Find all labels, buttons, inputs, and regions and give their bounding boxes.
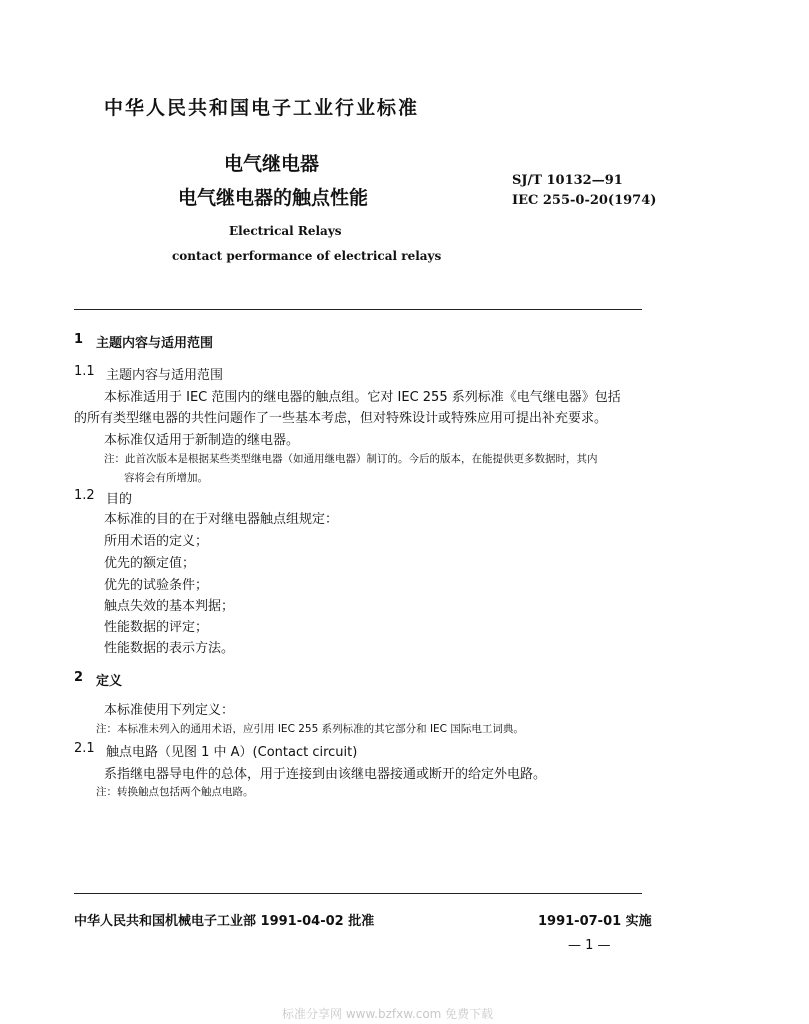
top-divider: [74, 309, 642, 310]
section-2-1-title: 触点电路（见图 1 中 A）(Contact circuit): [106, 745, 358, 760]
list-item: 优先的额定值；: [104, 556, 196, 571]
list-item: 性能数据的表示方法。: [104, 641, 235, 656]
paragraph: 本标准的目的在于对继电器触点组规定：: [104, 512, 339, 527]
list-item: 优先的试验条件；: [104, 578, 209, 593]
standard-category-header: 中华人民共和国电子工业行业标准: [104, 97, 420, 119]
note: 注：此首次版本是根据某些类型继电器（如通用继电器）制订的。今后的版本，在能提供更多数据时，其内: [104, 453, 598, 465]
page-number: — 1 —: [568, 938, 611, 953]
note: 注：转换触点包括两个触点电路。: [96, 786, 254, 798]
paragraph-continued: 的所有类型继电器的共性问题作了一些基本考虑，但对特殊设计或特殊应用可提出补充要求。: [74, 411, 608, 426]
section-2-title: 定义: [96, 674, 123, 689]
paragraph: 本标准使用下列定义：: [104, 703, 235, 718]
section-1-number: 1: [74, 332, 84, 347]
section-1-title: 主题内容与适用范围: [96, 336, 214, 351]
english-title-1: Electrical Relays: [229, 224, 342, 238]
title-line-1: 电气继电器: [224, 153, 320, 175]
section-2-number: 2: [74, 670, 84, 685]
section-1-2-number: 1.2: [74, 488, 95, 503]
title-line-2: 电气继电器的触点性能: [178, 187, 369, 209]
note-continued: 容将会有所增加。: [124, 472, 208, 484]
note: 注：本标准未列入的通用术语，应引用 IEC 255 系列标准的其它部分和 IEC 国际电工词典。: [96, 723, 524, 735]
paragraph: 本标准适用于 IEC 范围内的继电器的触点组。它对 IEC 255 系列标准《电气继电器》包括: [104, 390, 621, 405]
approval-line: 中华人民共和国机械电子工业部 1991-04-02 批准: [74, 914, 375, 929]
section-2-1-number: 2.1: [74, 741, 95, 756]
section-1-1-title: 主题内容与适用范围: [106, 368, 224, 383]
iec-code: IEC 255-0-20(1974): [512, 193, 657, 208]
effective-date: 1991-07-01 实施: [538, 914, 652, 929]
section-1-1-number: 1.1: [74, 364, 95, 379]
section-1-2-title: 目的: [106, 492, 133, 507]
paragraph: 本标准仅适用于新制造的继电器。: [104, 433, 300, 448]
list-item: 性能数据的评定；: [104, 620, 209, 635]
list-item: 所用术语的定义；: [104, 534, 209, 549]
paragraph: 系指继电器导电件的总体，用于连接到由该继电器接通或断开的给定外电路。: [104, 767, 547, 782]
english-title-2: contact performance of electrical relays: [172, 249, 442, 263]
list-item: 触点失效的基本判据；: [104, 599, 235, 614]
bottom-divider: [74, 893, 642, 894]
watermark: 标准分享网 www.bzfxw.com 免费下载: [282, 1007, 494, 1021]
standard-code: SJ/T 10132—91: [512, 173, 623, 188]
